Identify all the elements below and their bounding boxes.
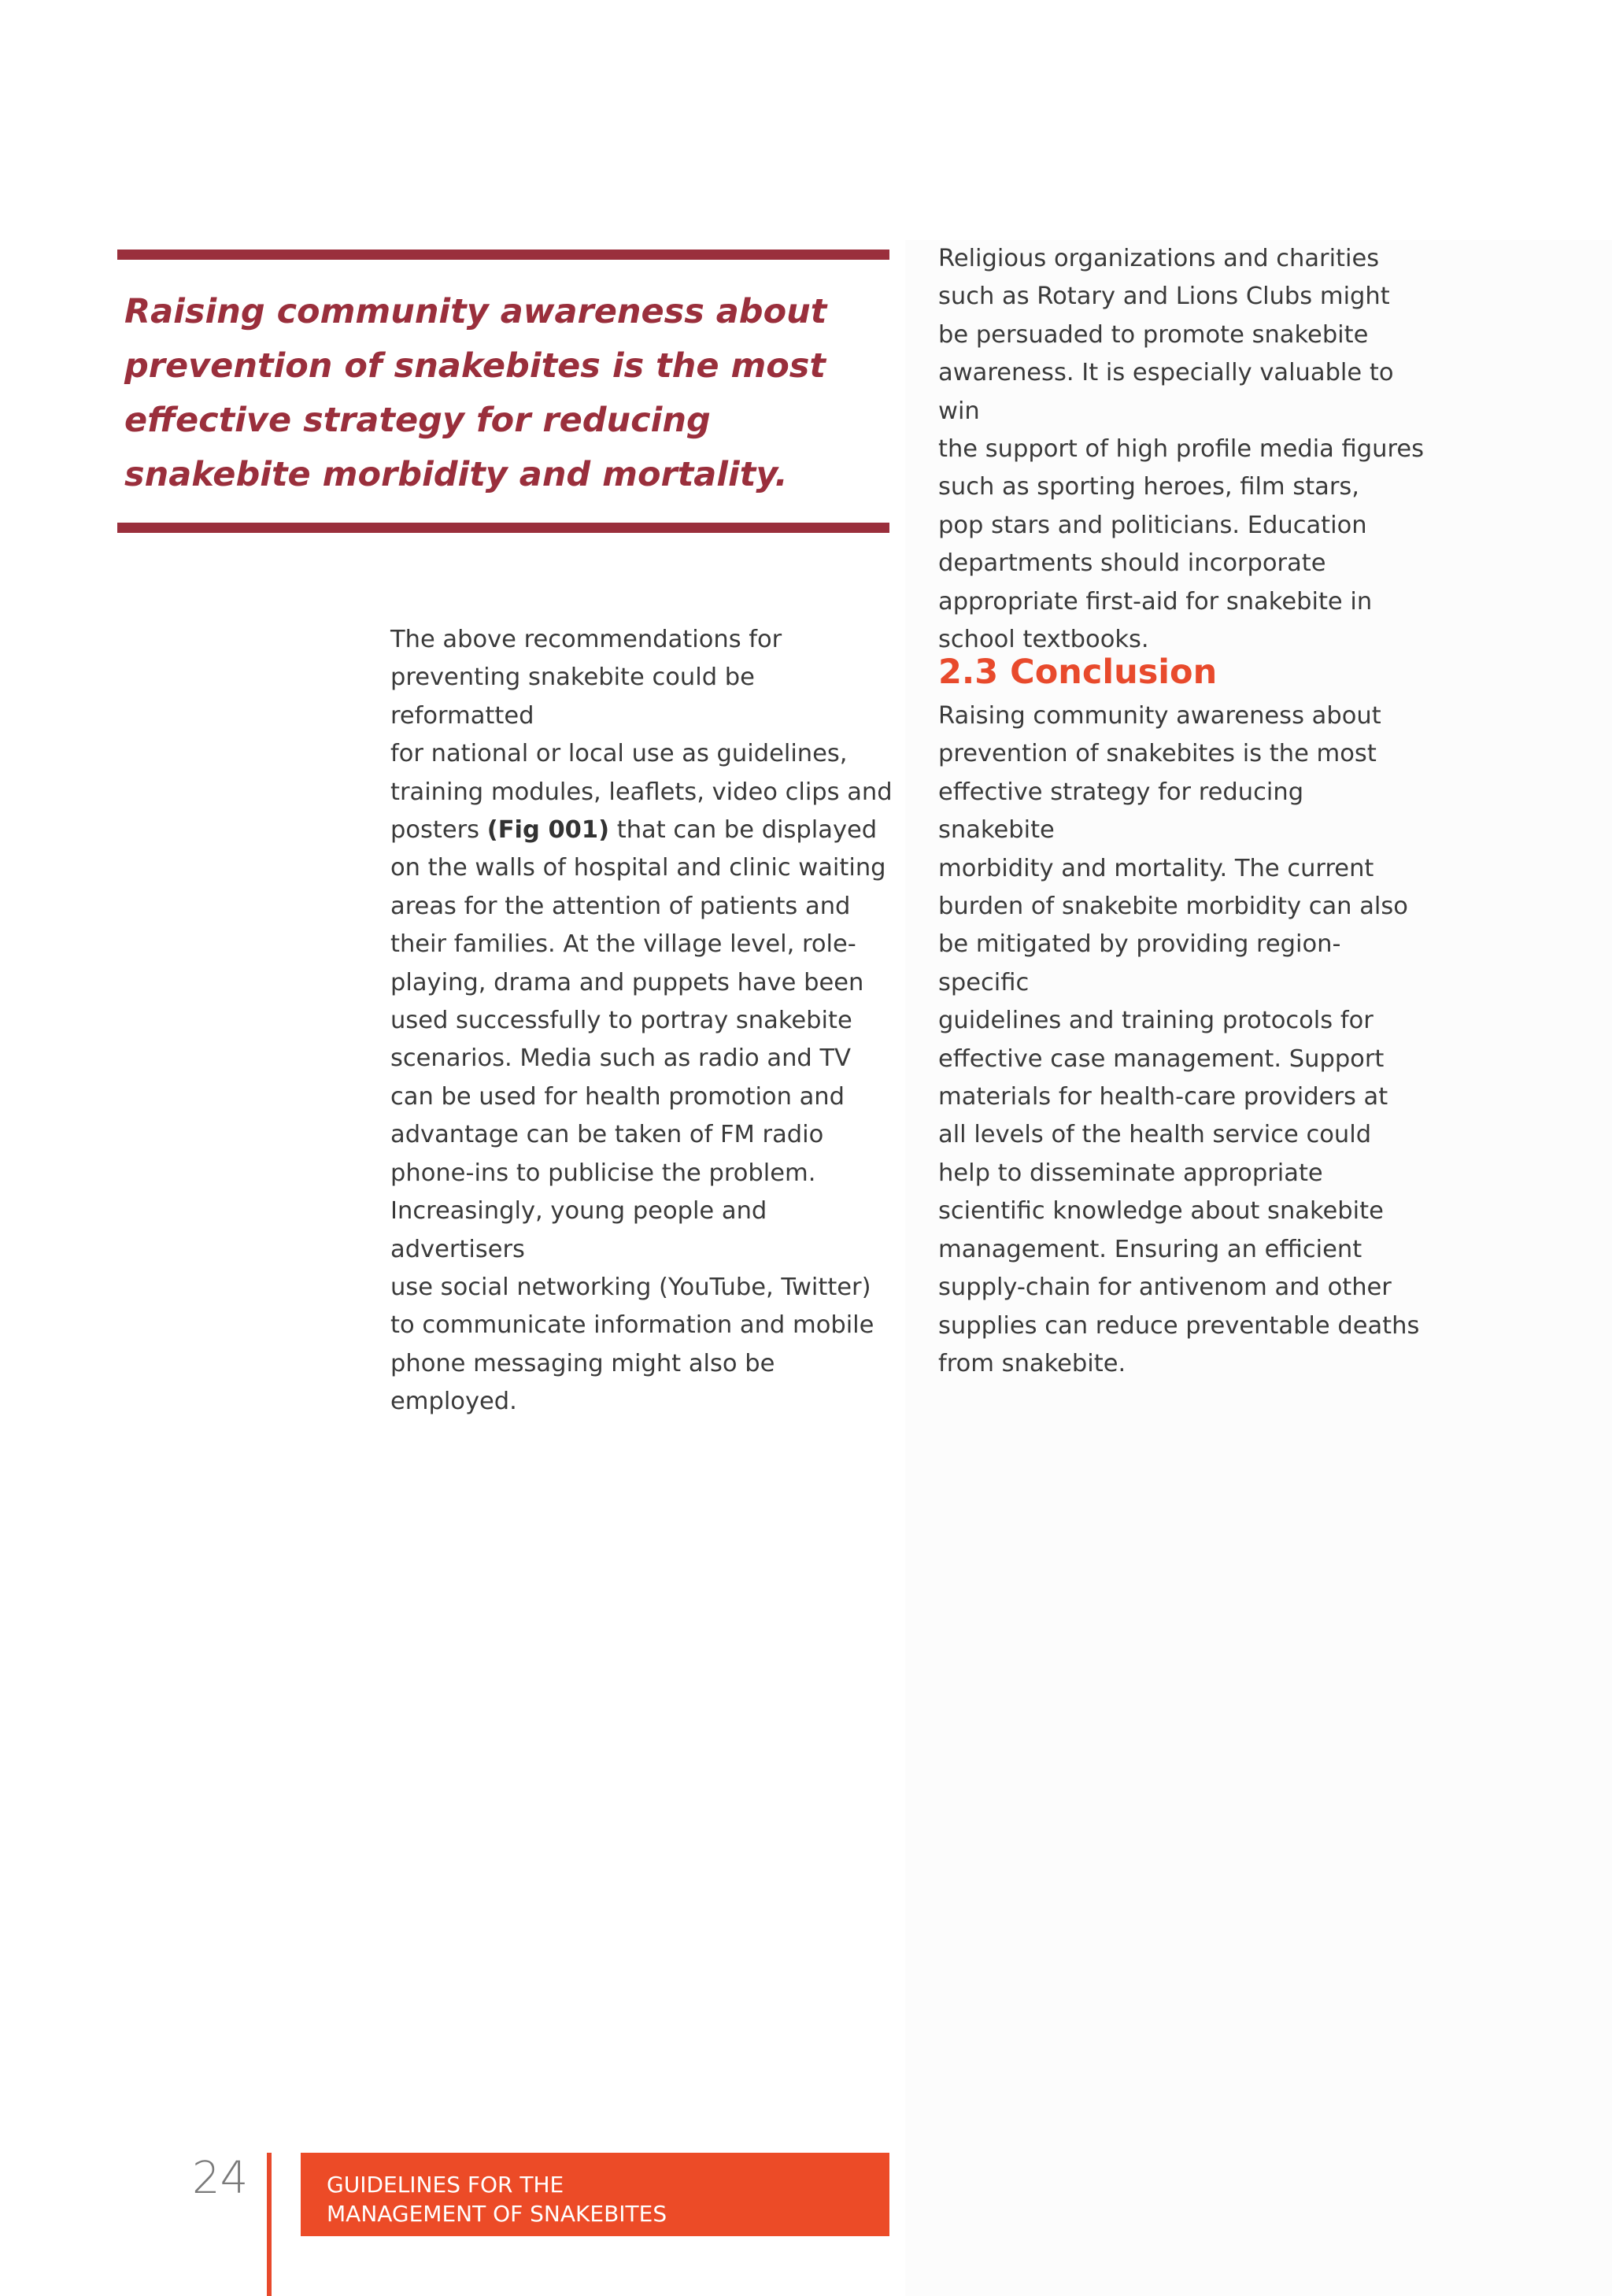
left-body-paragraph: [390, 621, 902, 1422]
page-number: 24: [192, 2153, 249, 2204]
pullquote-top-rule: [117, 250, 889, 260]
pullquote: Raising community awareness about prevention of snakebites is the most effective strategy for reducing snakebite morbidity and mortality.: [124, 292, 827, 494]
pullquote-bottom-rule: [117, 523, 889, 533]
section-heading-conclusion: 2.3 Conclusion: [938, 653, 1218, 692]
footer-banner: [301, 2153, 889, 2236]
footer-divider-bar: [267, 2153, 272, 2296]
right-intro-paragraph: Religious organizations and charities such as Rotary and Lions Clubs might be persuaded to promote snakebite awareness. It is especially valuable to win the support of high profile media figures such as sporting heroes, film stars, pop stars and politicians. Education departments should incorporate appropriate first-aid for snakebite in school textbooks.: [938, 245, 1424, 654]
figure-reference: (Fig 001): [486, 816, 610, 845]
running-title: GUIDELINES FOR THE MANAGEMENT OF SNAKEBITES: [327, 2172, 667, 2227]
paragraph-text-before-figure-ref: The above recommendations for preventing snakebite could be reformatted for national or local use as guidelines, training modules, leaflets, video clips and posters: [390, 626, 893, 845]
paragraph-text-after-figure-ref: that can be displayed on the walls of hospital and clinic waiting areas for the attention of patients and their families. At the village level, role- playing, drama and puppets have been used successfully to portray snakebite scenarios. Media such as radio and TV can be used for health promotion and advantage can be taken of FM radio phone-ins to publicise the problem. Increasingly, young people and advertisers use social networking (YouTube, Twitter) to communicate information and mobile phone messaging might also be employed.: [390, 816, 886, 1416]
conclusion-paragraph: Raising community awareness about prevention of snakebites is the most effective strategy for reducing snakebite morbidity and mortality. The current burden of snakebite morbidity can also be mitigated by providing region-specific guidelines and training protocols for effective case management. Support materials for health-care providers at all levels of the health service could help to disseminate appropriate scientific knowledge about snakebite management. Ensuring an efficient supply-chain for antivenom and other supplies can reduce preventable deaths from snakebite.: [938, 702, 1420, 1377]
